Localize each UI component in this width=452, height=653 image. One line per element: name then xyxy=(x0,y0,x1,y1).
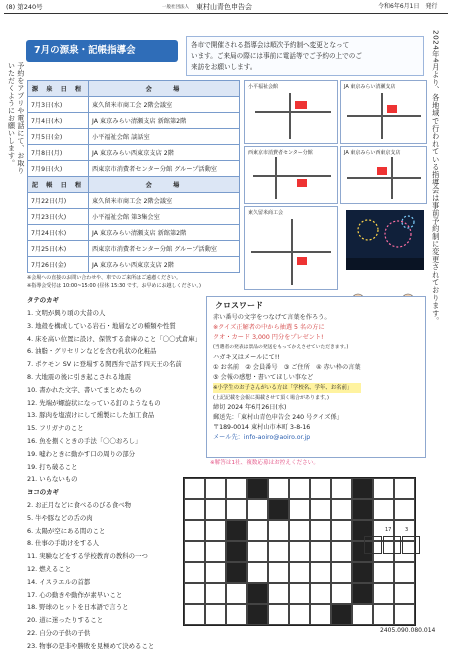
right-vertical-note: 2024年4月より、各地域で行われている指導会は事前予約制に変更されております。 xyxy=(431,30,441,325)
map-kodaira xyxy=(244,80,338,144)
map-road xyxy=(275,157,277,199)
map-marker-icon xyxy=(377,167,387,175)
crossword-cell[interactable] xyxy=(310,583,331,604)
crossword-cell[interactable] xyxy=(394,478,415,499)
clue-item: 22. 自分の子供の子供 xyxy=(27,628,91,637)
cell-venue: 西東京市消費者センター分館 グループ活動室 xyxy=(89,241,240,257)
map-road xyxy=(381,93,383,139)
crossword-cell[interactable] xyxy=(289,541,310,562)
clue-item: 11. 実験などをする学校教育の教科の一つ xyxy=(27,552,148,561)
answer-box[interactable] xyxy=(402,536,420,554)
map-road xyxy=(347,177,421,179)
cell-date: 7月23日(火) xyxy=(28,209,89,225)
kicho-header-date: 記 帳 日 程 xyxy=(28,177,89,193)
crossword-cell[interactable] xyxy=(310,520,331,541)
crossword-cell[interactable] xyxy=(310,499,331,520)
crossword-cell[interactable] xyxy=(247,520,268,541)
crossword-cell[interactable] xyxy=(226,604,247,625)
clue-item: 19. 嘘わときに動かす口の周りの部分 xyxy=(27,449,136,458)
table-note-2: ※指導会受付は 10:00~15:00 (昼休 15:30 です。お早めにお越しください。) xyxy=(27,283,201,289)
map-marker-icon xyxy=(297,257,307,265)
cell-date: 7月22日(月) xyxy=(28,193,89,209)
crossword-cell xyxy=(247,478,268,499)
clue-item: 6. 油脂・グリセリンなどを含む乳状の化粧品 xyxy=(27,347,157,356)
table-row xyxy=(28,129,240,145)
crossword-cell[interactable] xyxy=(289,604,310,625)
clue-item: 6. 太陽が空にある間のこと xyxy=(27,526,106,535)
crossword-footnote: ※解答は1社、複数応募はお控えください。 xyxy=(210,460,319,466)
answer-box[interactable] xyxy=(383,536,401,554)
crossword-instructions: 赤い番号の文字をつなげて言葉を作ろう。 ※クイズ正解者の中から抽選 5 名の方に クオ・カード 3,000 円分をプレゼント! (当選者の発表は景品の発送をもってかえさせていただきます。) ハガキ又はメールにて!! ① お名前 ② 会員番号 ③ ご住所 ④ 赤い枠の言葉 ⑤ 会報の感想・書いてほしい事など ※小学生のお子さんがいる方は「学校名、学年、お名前」 (上記記載を会報に掲載させて頂く場合があります。) 締切 2024 年6月26日(水) 郵送先：「東村山青色申告会 240 号クイズ係」 〒189-0014 東村山市本町 3-8-16 メール先：info-aoiro@aoiro.or.jp xyxy=(213,314,361,441)
answer-number: 1 xyxy=(366,527,370,533)
crossword-cell[interactable] xyxy=(247,562,268,583)
clue-item: 14. イスラエルの首都 xyxy=(27,577,91,586)
cell-venue: JA 東京みらい西東京支店 2階 xyxy=(89,257,240,273)
clue-item: 16. 魚を捌くときの手法「〇〇おろし」 xyxy=(27,436,142,445)
clue-item: 5. 牛や豚などの舌の肉 xyxy=(27,513,93,522)
crossword-cell[interactable] xyxy=(373,604,394,625)
gensen-schedule-table xyxy=(27,80,240,177)
clue-item: 12. 先端が螺旋状になっている釘のようなもの xyxy=(27,398,161,407)
table-row xyxy=(28,113,240,129)
crossword-cell xyxy=(352,478,373,499)
crossword-cell[interactable] xyxy=(184,583,205,604)
crossword-cell[interactable] xyxy=(268,541,289,562)
cell-date: 7月25日(木) xyxy=(28,241,89,257)
left-vertical-note: 予約をアプリや電話にて、お取り いただくようにお願いします。 xyxy=(7,62,25,175)
clue-item: 13. 豚肉を塩漬けにして燻製にした加工食品 xyxy=(27,411,155,420)
crossword-cell[interactable] xyxy=(394,604,415,625)
crossword-cell[interactable] xyxy=(205,541,226,562)
crossword-cell[interactable] xyxy=(289,583,310,604)
crossword-title: クロスワード xyxy=(215,301,263,310)
map-nishitokyo-center-label: 西東京市消費者センター分館 xyxy=(248,150,313,156)
crossword-cell[interactable] xyxy=(373,478,394,499)
crossword-cell[interactable] xyxy=(268,562,289,583)
crossword-cell[interactable] xyxy=(310,562,331,583)
crossword-cell[interactable] xyxy=(331,562,352,583)
clue-item: 1. 文明が興り頃の大昔の人 xyxy=(27,309,106,317)
clue-item: 10. 書かれた文字、書いてまとめたもの xyxy=(27,385,142,394)
clue-item: 23. 物事の是非や勝敗を見極めて決めること xyxy=(27,641,155,650)
clue-item: 8. 大地震の後に引き起こされる地震 xyxy=(27,372,131,381)
table-row xyxy=(28,193,240,209)
crossword-cell[interactable] xyxy=(184,520,205,541)
map-marker-icon xyxy=(297,179,307,187)
map-road xyxy=(255,111,331,113)
crossword-cell[interactable] xyxy=(331,583,352,604)
answer-box[interactable] xyxy=(364,536,382,554)
answer-number: 3 xyxy=(405,527,409,533)
table-row xyxy=(28,241,240,257)
clue-item: 7. ポケモン SV に登場する関西弁で話す四天王の名前 xyxy=(27,360,182,369)
crossword-cell xyxy=(352,583,373,604)
title-banner-text: 7月の源泉・記帳指導会 xyxy=(34,45,136,56)
cell-date: 7月5日(金) xyxy=(28,129,89,145)
crossword-cell xyxy=(247,604,268,625)
cell-date: 7月8日(月) xyxy=(28,145,89,161)
map-kodaira-label: 小平福祉会館 xyxy=(248,84,279,90)
issue-date: 令和6年6月1日 発行 xyxy=(378,3,438,10)
crossword-cell[interactable] xyxy=(205,499,226,520)
crossword-cell[interactable] xyxy=(331,541,352,562)
map-road xyxy=(391,157,393,199)
clue-item: 15. フリガナのこと xyxy=(27,424,84,433)
crossword-cell[interactable] xyxy=(268,604,289,625)
crossword-info-box xyxy=(206,296,426,458)
cell-venue: 小平福祉会館 談話室 xyxy=(89,129,240,145)
header-rule xyxy=(4,13,448,14)
notice-box xyxy=(186,36,424,76)
crossword-cell[interactable] xyxy=(205,583,226,604)
cell-venue: 東久留米市商工会 2階会議室 xyxy=(89,193,240,209)
cell-venue: 西東京市消費者センター分館 グループ活動室 xyxy=(89,161,240,177)
notice-text: 各市で開催される指導会は順次予約制へ変更となって います。ご来局の際には事前に電話等でご予約の上でのご 来訪をお願いします。 xyxy=(191,41,362,71)
crossword-cell[interactable] xyxy=(184,478,205,499)
cell-venue: JA 東京みらい清瀬支店 新館第2階 xyxy=(89,113,240,129)
kicho-header-venue: 会 場 xyxy=(89,177,240,193)
table-row xyxy=(28,145,240,161)
map-higashikurume xyxy=(244,206,338,290)
crossword-cell xyxy=(226,520,247,541)
crossword-cell[interactable] xyxy=(289,520,310,541)
clue-item: 18. 野球のヒットを日本語で言うと xyxy=(27,603,129,612)
org-prefix: 一般社団法人 xyxy=(162,5,189,10)
gensen-header-venue: 会 場 xyxy=(89,81,240,97)
cell-date: 7月3日(水) xyxy=(28,97,89,113)
crossword-cell[interactable] xyxy=(184,499,205,520)
crossword-cell[interactable] xyxy=(268,583,289,604)
table-row xyxy=(28,97,240,113)
map-road xyxy=(253,175,331,177)
crossword-cell[interactable] xyxy=(268,478,289,499)
cell-venue: JA 東京みらい清瀬支店 新館第2階 xyxy=(89,225,240,241)
yoko-label: ヨコのカギ xyxy=(27,488,59,497)
clue-item: 12. 燃えること xyxy=(27,564,72,573)
table-row xyxy=(28,209,240,225)
tate-clues xyxy=(27,307,201,653)
table-row xyxy=(28,225,240,241)
map-higashikurume-label: 東久留米商工会 xyxy=(248,210,284,216)
crossword-cell[interactable] xyxy=(205,478,226,499)
map-nishitokyo-ja xyxy=(340,146,427,204)
map-marker-icon xyxy=(295,101,307,109)
crossword-cell[interactable] xyxy=(289,562,310,583)
crossword-cell[interactable] xyxy=(184,604,205,625)
crossword-cell[interactable] xyxy=(331,499,352,520)
clue-item: 3. 地殻を構成している岩石・地層などの種類や性質 xyxy=(27,321,176,330)
map-marker-icon xyxy=(387,105,397,113)
crossword-cell[interactable] xyxy=(394,499,415,520)
crossword-cell xyxy=(226,541,247,562)
crossword-cell xyxy=(247,583,268,604)
map-kiyose xyxy=(340,80,427,144)
crossword-cell[interactable] xyxy=(331,478,352,499)
table-note-1: ※会場への直接のお問い合わせや、車でのご来所はご遠慮ください。 xyxy=(27,275,182,281)
tate-label: タテのカギ xyxy=(27,296,59,304)
crossword-cell[interactable] xyxy=(310,541,331,562)
map-road xyxy=(347,115,421,117)
table-row xyxy=(28,161,240,177)
crossword-cell[interactable] xyxy=(247,541,268,562)
crossword-cell[interactable] xyxy=(205,562,226,583)
crossword-cell[interactable] xyxy=(310,604,331,625)
clue-item: 4. 床を高い位置に設け、保管する倉庫のこと「〇〇式倉庫」 xyxy=(27,334,202,343)
crossword-cell[interactable] xyxy=(373,583,394,604)
crossword-cell xyxy=(268,499,289,520)
kicho-schedule-table xyxy=(27,176,240,273)
clue-item: 8. 仕事の手助けをする人 xyxy=(27,539,100,548)
crossword-cell[interactable] xyxy=(394,583,415,604)
crossword-cell[interactable] xyxy=(394,562,415,583)
crossword-cell[interactable] xyxy=(373,499,394,520)
org-name: 東村山青色申告会 xyxy=(196,3,252,11)
clue-item: 20. 道に迷ったりすること xyxy=(27,616,104,625)
crossword-cell[interactable] xyxy=(247,499,268,520)
crossword-cell[interactable] xyxy=(205,604,226,625)
crossword-cell[interactable] xyxy=(268,520,289,541)
cell-venue: 東久留米市商工会 2階会議室 xyxy=(89,97,240,113)
crossword-cell[interactable] xyxy=(373,562,394,583)
clue-item: 17. 心の動きや動作が素早いこと xyxy=(27,590,123,599)
crossword-cell xyxy=(226,562,247,583)
cell-venue: JA 東京みらい西東京支店 2階 xyxy=(89,145,240,161)
answer-number: 17 xyxy=(385,527,392,533)
cell-venue: 小平福祉会館 第3集会室 xyxy=(89,209,240,225)
crossword-cell[interactable] xyxy=(205,520,226,541)
crossword-cell[interactable] xyxy=(226,583,247,604)
map-nishitokyo-center xyxy=(244,146,338,204)
crossword-cell[interactable] xyxy=(184,541,205,562)
map-nishitokyo-ja-label: JA 東京みらい西東京支店 xyxy=(344,150,401,156)
title-banner xyxy=(26,40,178,62)
issue-number: (8) 第240号 xyxy=(6,3,43,11)
cell-date: 7月9日(火) xyxy=(28,161,89,177)
crossword-cell xyxy=(331,604,352,625)
crossword-cell xyxy=(352,562,373,583)
cell-date: 7月24日(水) xyxy=(28,225,89,241)
fireworks-illustration xyxy=(346,210,424,270)
crossword-cell[interactable] xyxy=(289,478,310,499)
clue-item: 21. いらないもの xyxy=(27,475,78,484)
crossword-cell[interactable] xyxy=(184,562,205,583)
cell-date: 7月26日(金) xyxy=(28,257,89,273)
map-road xyxy=(291,219,293,285)
cell-date: 7月4日(木) xyxy=(28,113,89,129)
table-row xyxy=(28,257,240,273)
crossword-cell xyxy=(352,499,373,520)
crossword-cell[interactable] xyxy=(289,499,310,520)
crossword-cell[interactable] xyxy=(352,604,373,625)
clue-item: 2. お正月などに食べるのびる食べ物 xyxy=(27,500,131,509)
crossword-cell[interactable] xyxy=(310,478,331,499)
map-kiyose-label: JA 東京みらい清瀬支店 xyxy=(344,84,396,90)
crossword-cell[interactable] xyxy=(331,520,352,541)
gensen-header-date: 源 泉 日 程 xyxy=(28,81,89,97)
footer-code: 2405.090.080.014 xyxy=(380,627,436,634)
crossword-cell[interactable] xyxy=(226,499,247,520)
crossword-cell[interactable] xyxy=(226,478,247,499)
clue-item: 19. 打ち破ること xyxy=(27,462,78,471)
map-road xyxy=(289,93,291,139)
